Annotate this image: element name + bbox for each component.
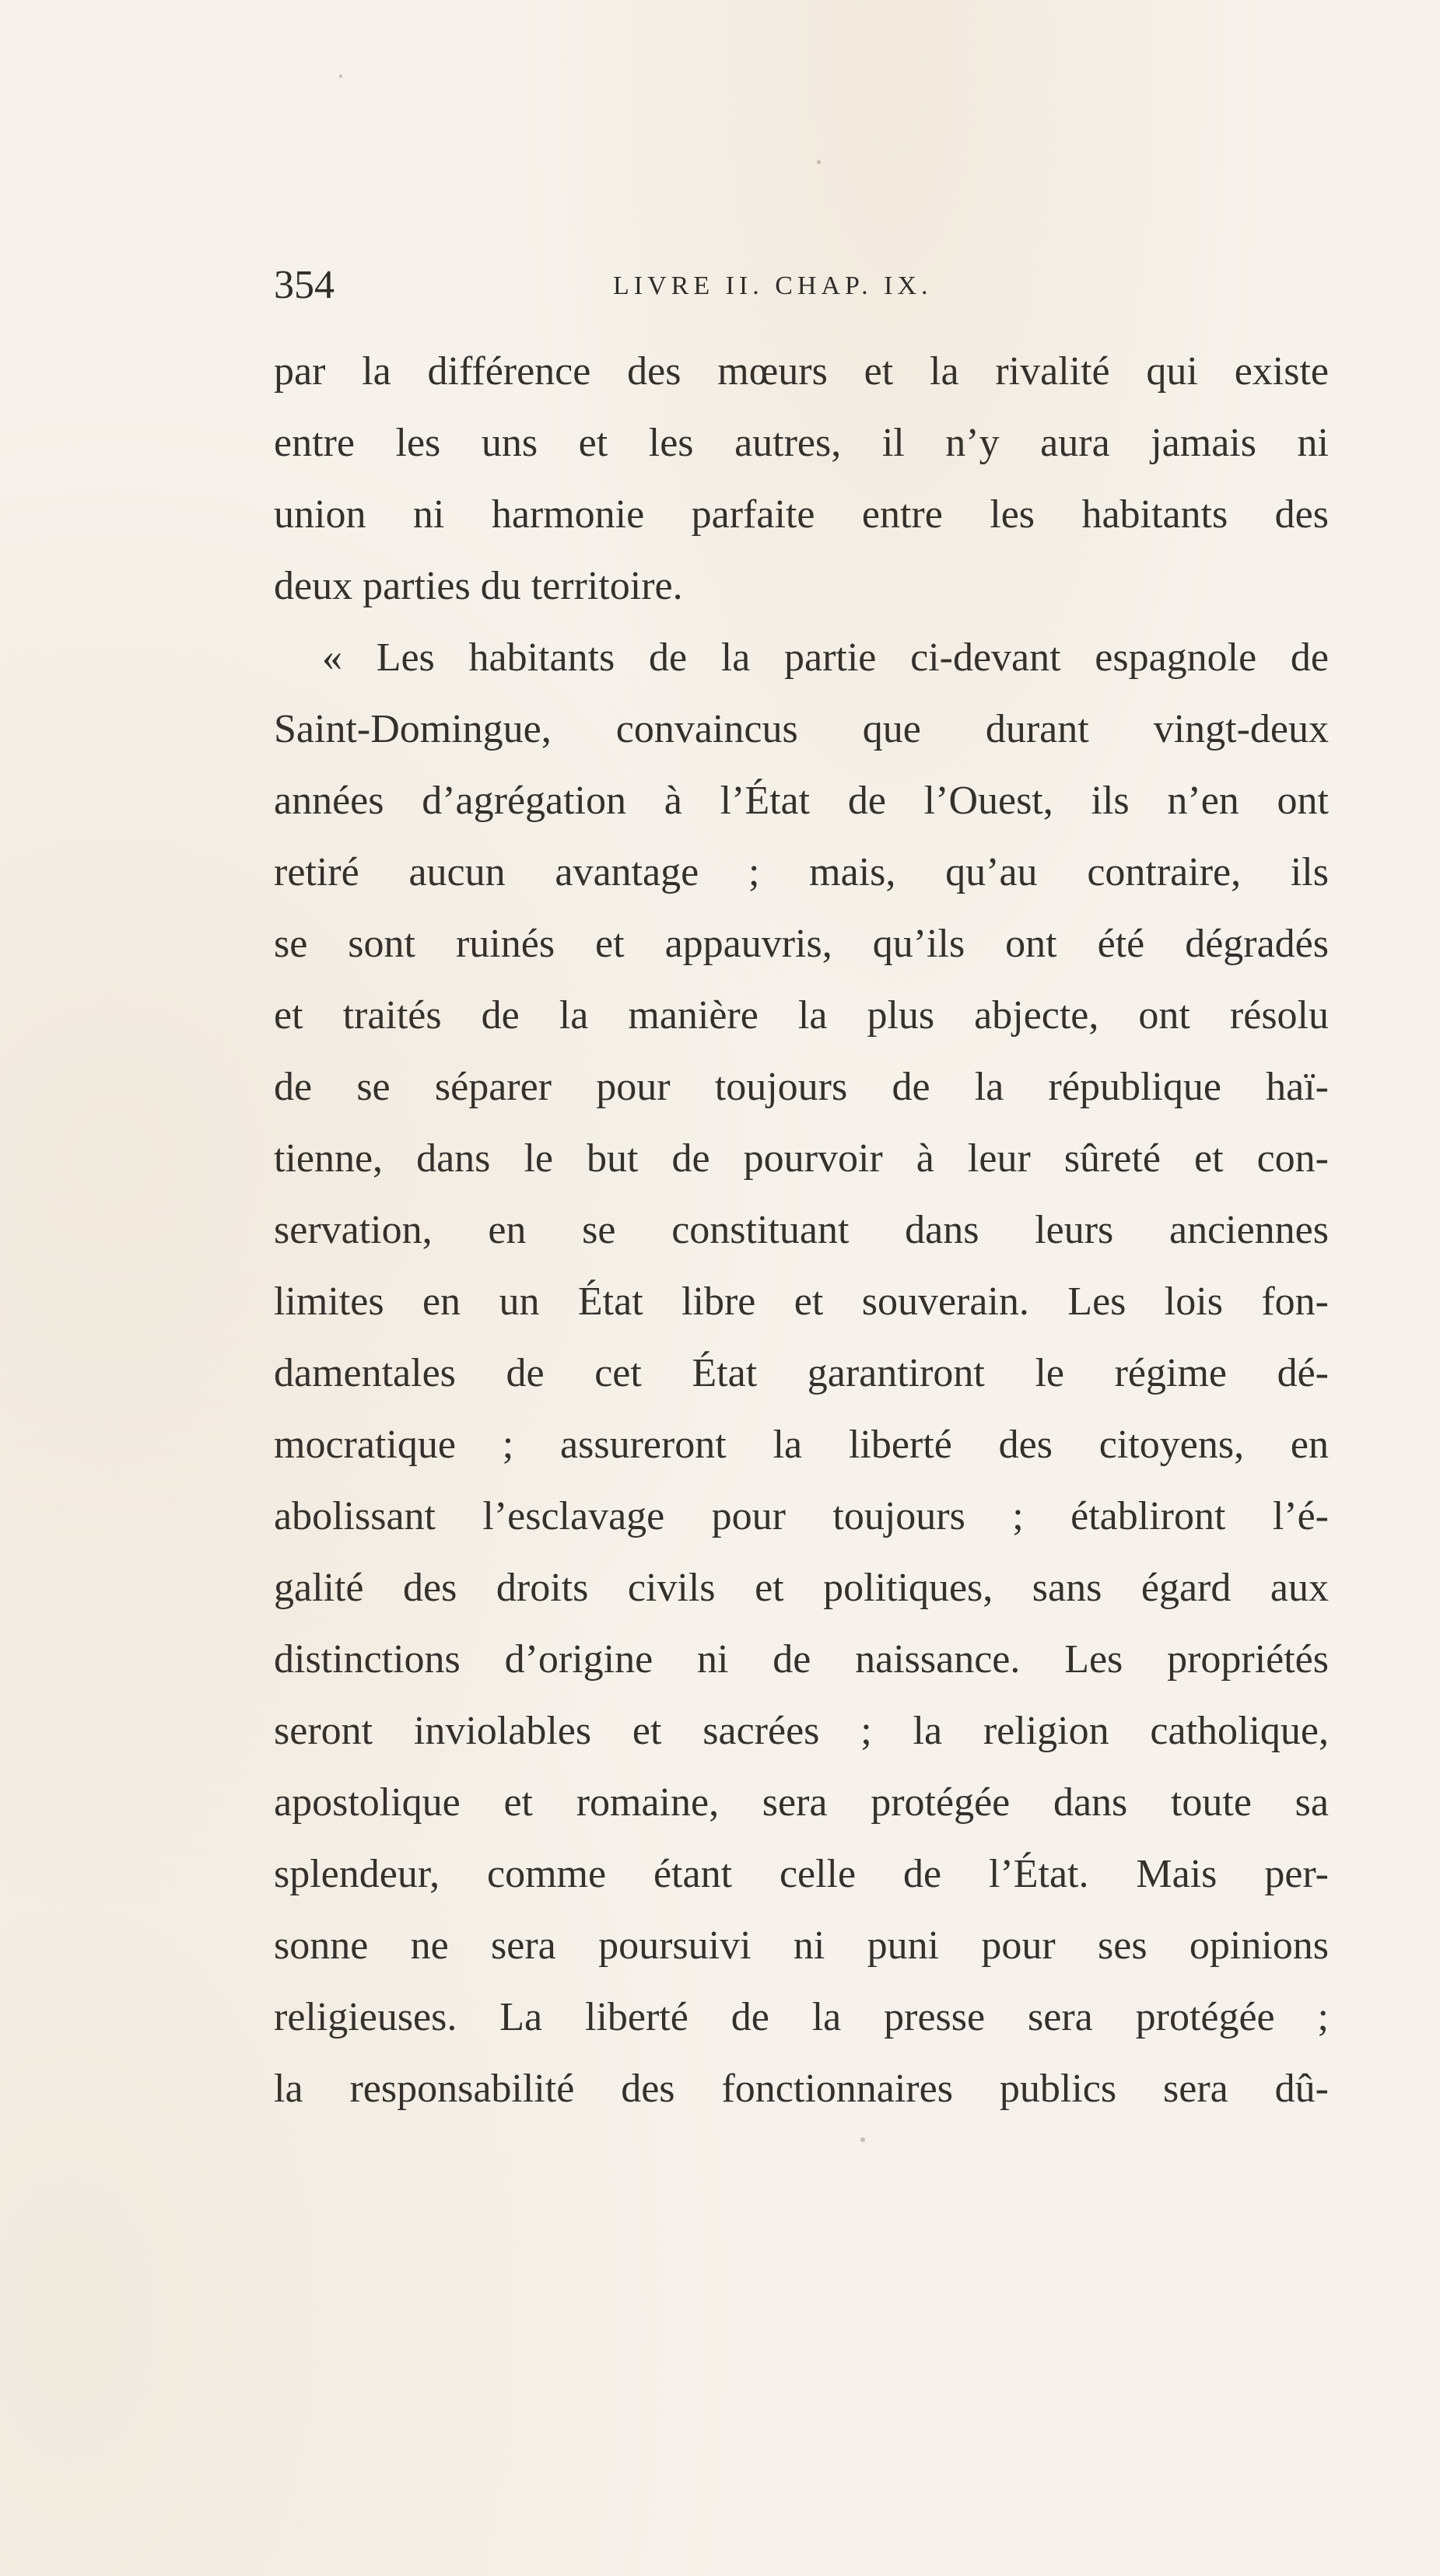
text-line: deux parties du territoire.	[274, 564, 683, 608]
text-line: mocratique ; assureront la liberté des citoyens, en	[274, 1423, 1329, 1467]
text-line: splendeur, comme étant celle de l’État. Mais per-	[274, 1852, 1329, 1896]
text-line: se sont ruinés et appauvris, qu’ils ont été dégradés	[274, 922, 1329, 966]
text-line: Saint-Domingue, convaincus que durant vingt-deux	[274, 707, 1329, 751]
text-line: damentales de cet État garantiront le régime dé-	[274, 1351, 1329, 1395]
text-line: abolissant l’esclavage pour toujours ; établiront l’é-	[274, 1494, 1329, 1538]
text-line: « Les habitants de la partie ci-devant espagnole de	[322, 635, 1329, 680]
text-line: limites en un État libre et souverain. Les lois fon-	[274, 1279, 1329, 1324]
text-line: retiré aucun avantage ; mais, qu’au contraire, ils	[274, 850, 1329, 894]
page-header	[274, 258, 1329, 313]
text-line: de se séparer pour toujours de la république haï-	[274, 1065, 1329, 1109]
text-line: entre les uns et les autres, il n’y aura jamais ni	[274, 421, 1329, 465]
body-text	[274, 336, 1329, 2125]
text-line: tienne, dans le but de pourvoir à leur sûreté et con-	[274, 1136, 1329, 1181]
text-line: apostolique et romaine, sera protégée dans toute sa	[274, 1780, 1329, 1825]
page-number: 354	[274, 263, 335, 307]
text-line: religieuses. La liberté de la presse sera protégée ;	[274, 1995, 1329, 2039]
text-line: servation, en se constituant dans leurs anciennes	[274, 1208, 1329, 1252]
text-line: distinctions d’origine ni de naissance. Les propriétés	[274, 1637, 1329, 1682]
text-line: sonne ne sera poursuivi ni puni pour ses opinions	[274, 1923, 1329, 1968]
text-line: galité des droits civils et politiques, sans égard aux	[274, 1566, 1329, 1610]
paper-speck	[339, 75, 342, 78]
text-line: seront inviolables et sacrées ; la religion catholique,	[274, 1709, 1329, 1753]
text-line: la responsabilité des fonctionnaires publics sera dû-	[274, 2067, 1329, 2111]
running-head: LIVRE II. CHAP. IX.	[613, 271, 933, 300]
paper-speck	[860, 2137, 865, 2142]
paper-speck	[817, 160, 821, 164]
text-line: union ni harmonie parfaite entre les habitants des	[274, 492, 1329, 537]
text-line: et traités de la manière la plus abjecte, ont résolu	[274, 993, 1329, 1038]
text-line: par la différence des mœurs et la rivalité qui existe	[274, 349, 1329, 394]
text-line: années d’agrégation à l’État de l’Ouest, ils n’en ont	[274, 779, 1329, 823]
